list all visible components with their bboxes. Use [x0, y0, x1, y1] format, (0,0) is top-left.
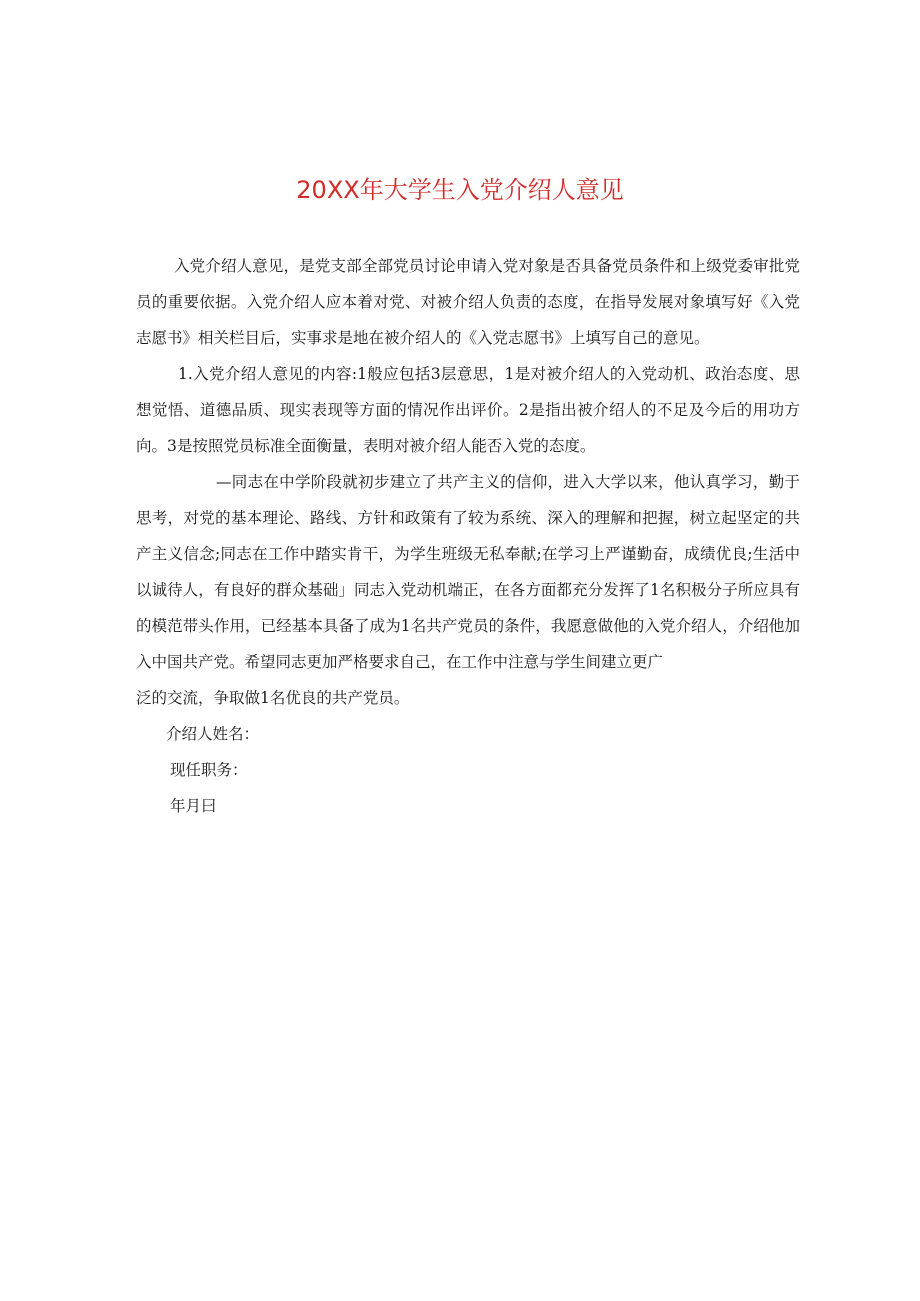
introducer-name-label: 介绍人姓名： — [166, 725, 260, 743]
paragraph-content: 1.入党介绍人意见的内容:1般应包括3层意思，1是对被介绍人的入党动机、政治态度、思想觉悟、道德品质、现实表现等方面的情况作出评价。2是指出被介绍人的不足及今后的用功方向。3是按照党员标准全面衡量，表明对被介绍人能否入党的态度。 — [136, 365, 800, 455]
current-position-label: 现任职务： — [170, 761, 248, 779]
document-body — [136, 248, 800, 824]
paragraph-tail: 泛的交流，争取做1名优良的共产党员。 — [136, 689, 410, 707]
paragraph-opinion: —同志在中学阶段就初步建立了共产主义的信仰，进入大学以来，他认真学习，勤于思考，对党的基本理论、路线、方针和政策有了较为系统、深入的理解和把握，树立起坚定的共产主义信念;同志在工作中踏实肯干，为学生班级无私奉献;在学习上严谨勤奋，成绩优良;生活中以诚待人，有良好的群众基础」同志入党动机端正，在各方面都充分发挥了1名积极分子所应具有的模范带头作用，已经基本具备了成为1名共产党员的条件，我愿意做他的入党介绍人，介绍他加入中国共产党。希望同志更加严格要求自己，在工作中注意与学生间建立更广 — [136, 473, 800, 671]
document-title: 20XX年大学生入党介绍人意见 — [296, 176, 624, 204]
date-label: 年月曰 — [170, 797, 217, 815]
paragraph-intro: 入党介绍人意见，是党支部全部党员讨论申请入党对象是否具备党员条件和上级党委审批党员的重要依据。入党介绍人应本着对党、对被介绍人负责的态度，在指导发展对象填写好《入党志愿书》相关栏目后，实事求是地在被介绍人的《入党志愿书》上填写自己的意见。 — [136, 257, 800, 347]
